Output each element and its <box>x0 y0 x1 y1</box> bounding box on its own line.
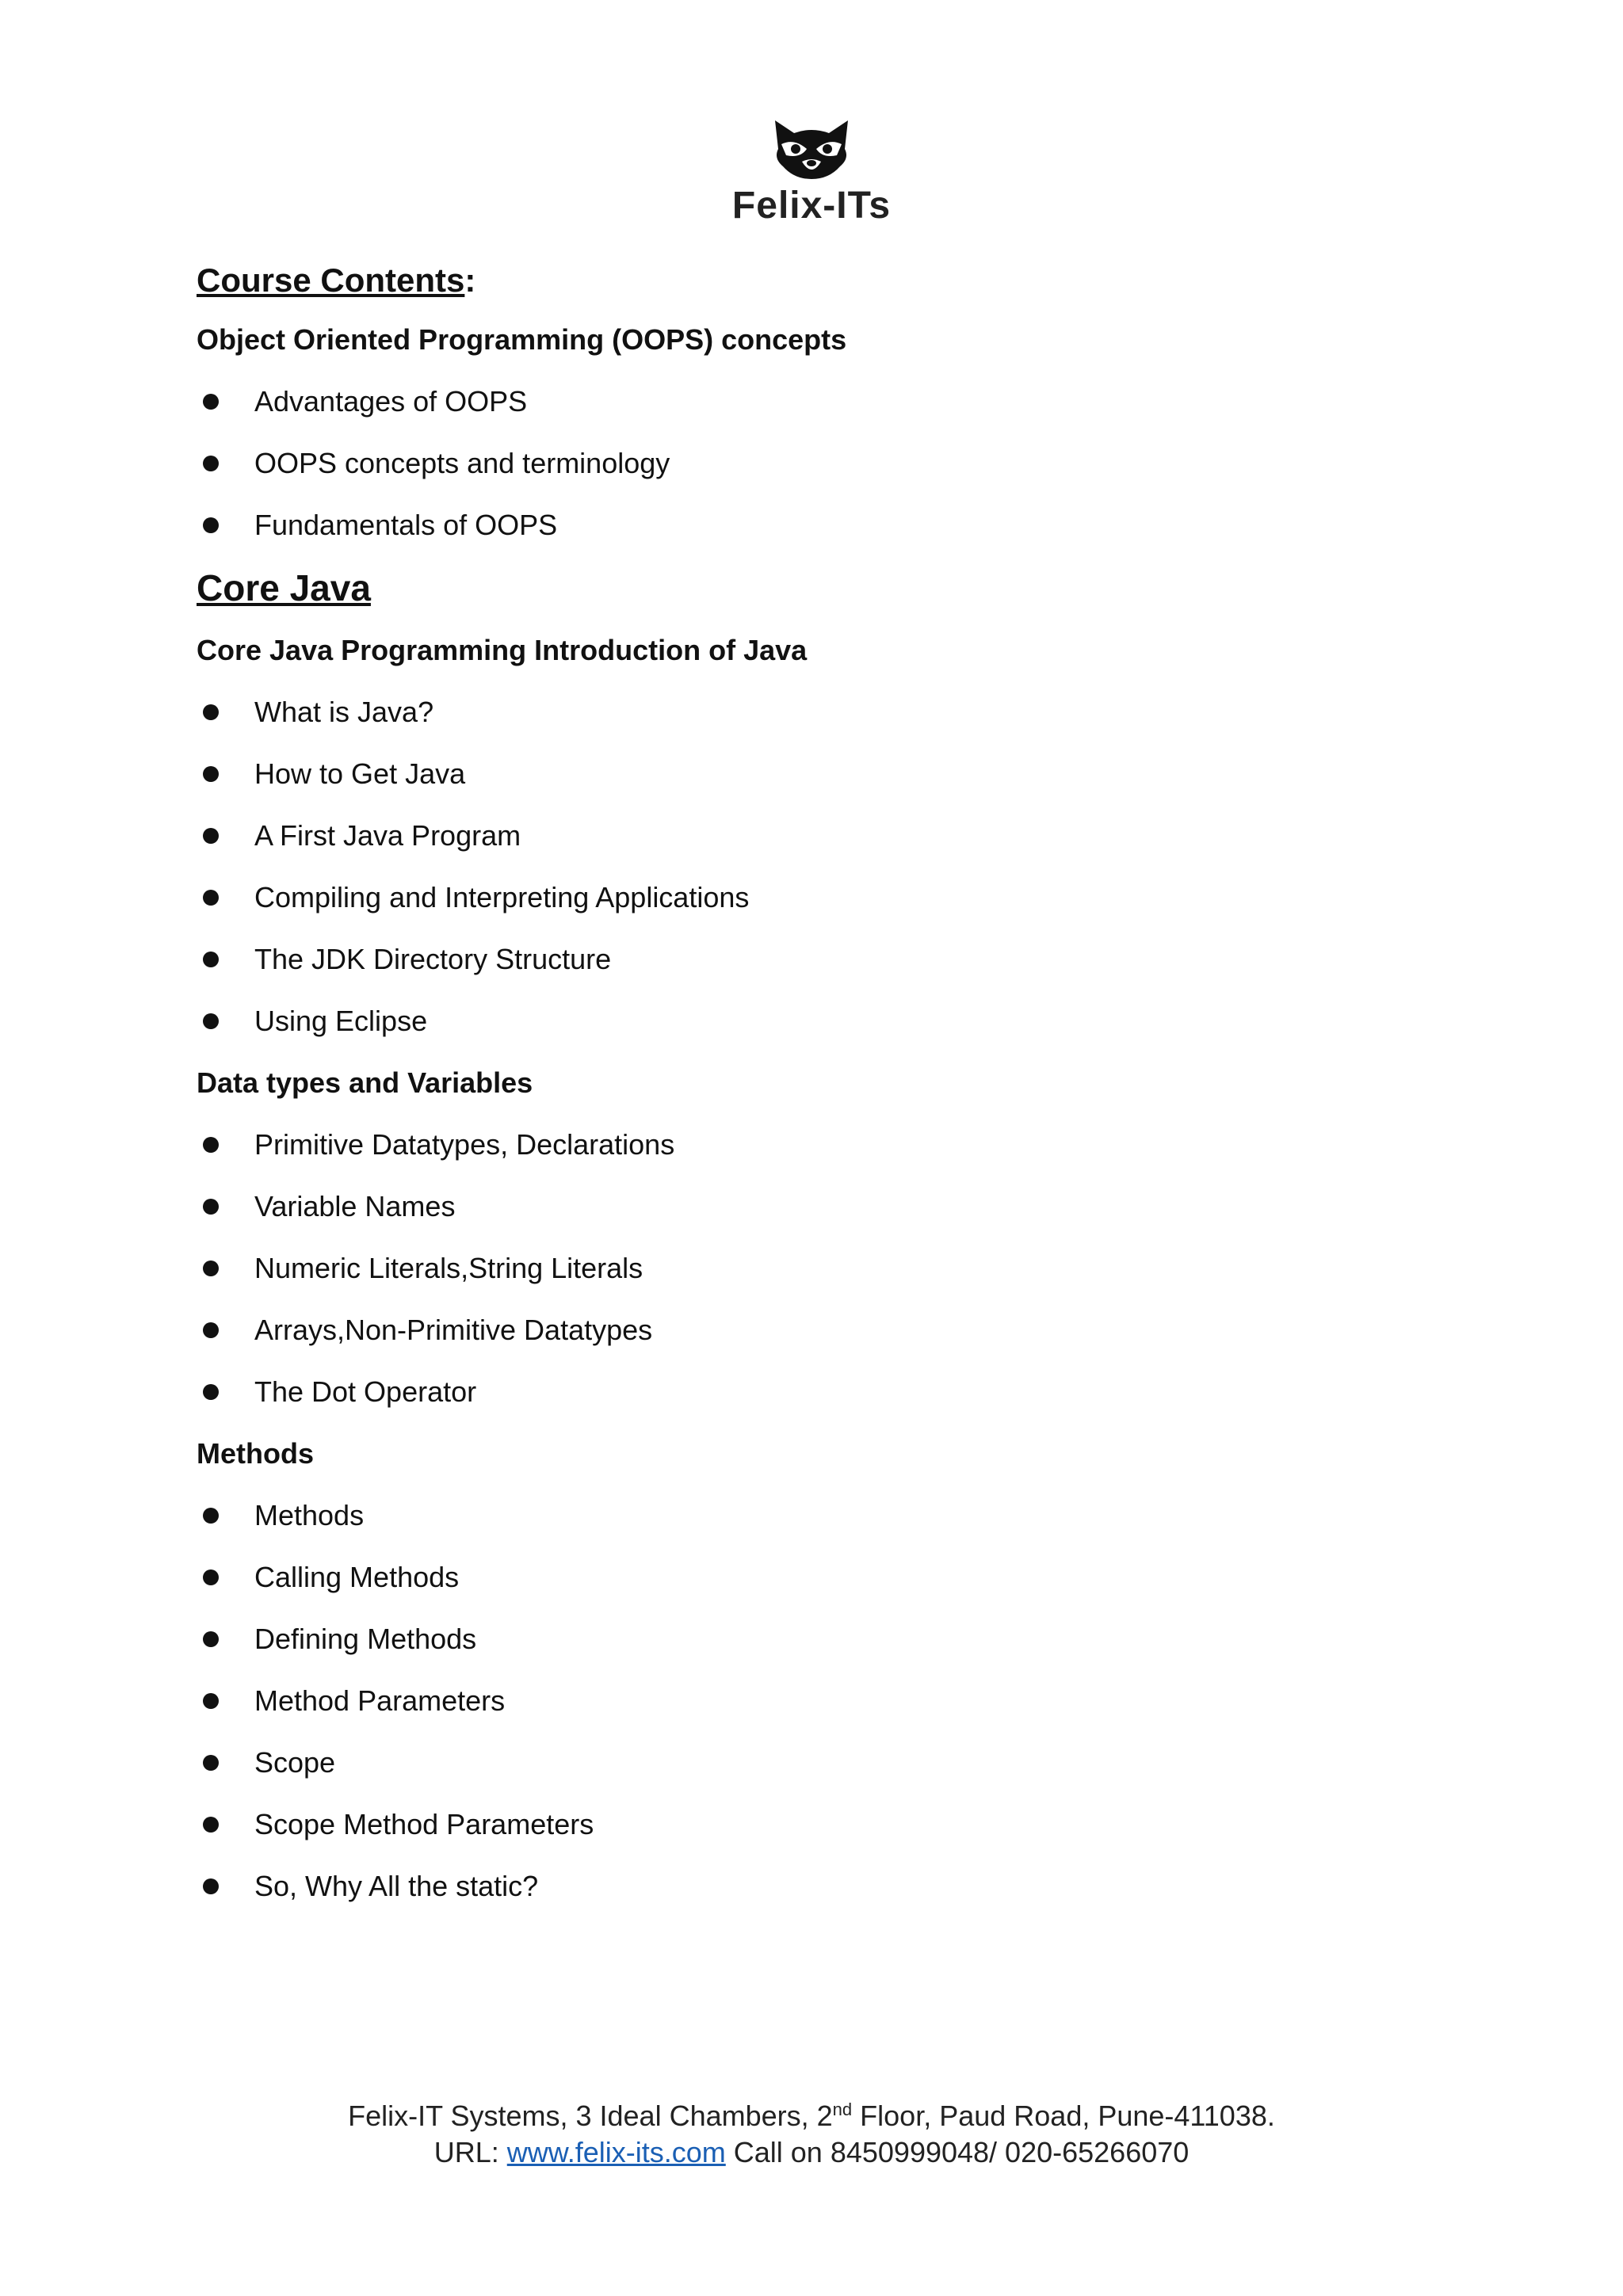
bullet-icon <box>203 952 219 967</box>
list-item-text: Advantages of OOPS <box>254 385 528 418</box>
bullet-icon <box>203 1137 219 1153</box>
footer-url-label: URL: <box>433 2136 507 2168</box>
bullet-icon <box>203 890 219 906</box>
bullet-icon <box>203 517 219 533</box>
bullet-icon <box>203 1322 219 1338</box>
bullet-icon <box>203 1878 219 1894</box>
bullet-icon <box>203 1261 219 1276</box>
bullet-icon <box>203 1199 219 1215</box>
footer <box>0 2098 1623 2171</box>
footer-address-sup: nd <box>832 2100 853 2119</box>
list-item <box>197 990 1465 1052</box>
website-link[interactable]: www.felix-its.com <box>506 2136 726 2168</box>
footer-contact <box>0 2134 1623 2171</box>
logo-text: Felix-ITs <box>731 185 892 227</box>
list-item <box>197 371 1465 433</box>
list-item <box>197 1794 1465 1855</box>
bullet-icon <box>203 1384 219 1400</box>
list-item <box>197 1608 1465 1670</box>
bullet-icon <box>203 704 219 720</box>
list-item-text: Defining Methods <box>254 1623 477 1655</box>
list-item <box>197 1238 1465 1299</box>
bullet-icon <box>203 1631 219 1647</box>
bullet-list <box>197 1114 1465 1423</box>
section-heading: Core Java Programming Introduction of Java <box>197 634 808 666</box>
section-heading: Core Java <box>197 567 371 608</box>
logo <box>0 117 1623 227</box>
list-item-text: Method Parameters <box>254 1684 506 1717</box>
course-contents-heading <box>197 252 1465 309</box>
list-item-text: So, Why All the static? <box>254 1870 539 1902</box>
bullet-icon <box>203 394 219 410</box>
list-item <box>197 867 1465 929</box>
list-item <box>197 929 1465 990</box>
footer-address-suffix: Floor, Paud Road, Pune-411038. <box>852 2100 1275 2132</box>
list-item-text: OOPS concepts and terminology <box>254 447 670 479</box>
bullet-list <box>197 1485 1465 1917</box>
list-item-text: The JDK Directory Structure <box>254 943 612 975</box>
section-heading: Methods <box>197 1437 314 1470</box>
raccoon-icon <box>767 117 856 181</box>
list-item-text: Arrays,Non-Primitive Datatypes <box>254 1314 653 1346</box>
footer-address-text: Felix-IT Systems, 3 Ideal Chambers, 2 <box>348 2100 833 2132</box>
course-content <box>197 252 1465 1917</box>
list-item-text: Variable Names <box>254 1190 456 1222</box>
bullet-icon <box>203 766 219 782</box>
footer-phone: Call on 8450999048/ 020-65266070 <box>725 2136 1190 2168</box>
section-heading: Data types and Variables <box>197 1066 533 1099</box>
footer-address <box>0 2098 1623 2134</box>
list-item-text: Fundamentals of OOPS <box>254 509 558 541</box>
bullet-icon <box>203 828 219 844</box>
list-item <box>197 1114 1465 1176</box>
section-heading: Object Oriented Programming (OOPS) concepts <box>197 323 847 356</box>
list-item <box>197 1547 1465 1608</box>
bullet-icon <box>203 1693 219 1709</box>
list-item-text: Using Eclipse <box>254 1005 428 1037</box>
list-item <box>197 1670 1465 1732</box>
course-contents-colon: : <box>464 261 476 299</box>
bullet-icon <box>203 1817 219 1833</box>
bullet-icon <box>203 1508 219 1524</box>
list-item-text: A First Java Program <box>254 819 521 852</box>
list-item <box>197 805 1465 867</box>
list-item-text: Methods <box>254 1499 365 1531</box>
bullet-icon <box>203 456 219 471</box>
list-item <box>197 433 1465 494</box>
list-item-text: What is Java? <box>254 696 434 728</box>
list-item-text: Calling Methods <box>254 1561 460 1593</box>
list-item <box>197 494 1465 556</box>
list-item <box>197 743 1465 805</box>
list-item-text: Scope <box>254 1746 336 1779</box>
list-item <box>197 1855 1465 1917</box>
list-item-text: Numeric Literals,String Literals <box>254 1252 643 1284</box>
bullet-icon <box>203 1569 219 1585</box>
list-item-text: Primitive Datatypes, Declarations <box>254 1128 675 1161</box>
bullet-list <box>197 681 1465 1052</box>
list-item <box>197 1299 1465 1361</box>
list-item-text: The Dot Operator <box>254 1375 477 1408</box>
bullet-list <box>197 371 1465 556</box>
list-item <box>197 681 1465 743</box>
list-item <box>197 1485 1465 1547</box>
bullet-icon <box>203 1013 219 1029</box>
list-item <box>197 1176 1465 1238</box>
list-item-text: Scope Method Parameters <box>254 1808 594 1840</box>
bullet-icon <box>203 1755 219 1771</box>
course-contents-title: Course Contents <box>197 261 465 299</box>
list-item-text: How to Get Java <box>254 757 466 790</box>
list-item <box>197 1732 1465 1794</box>
list-item <box>197 1361 1465 1423</box>
list-item-text: Compiling and Interpreting Applications <box>254 881 750 913</box>
